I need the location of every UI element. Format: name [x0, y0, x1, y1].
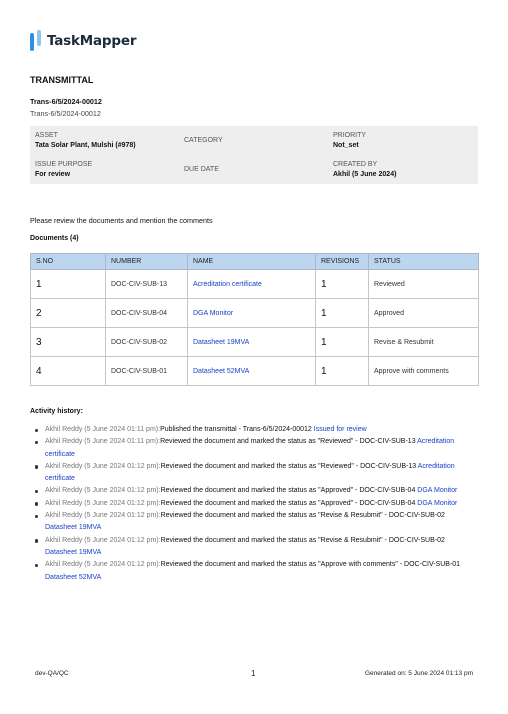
document-link[interactable]: Datasheet 19MVA: [188, 328, 316, 357]
cell-number: DOC-CIV-SUB-13: [106, 270, 188, 299]
activity-link[interactable]: Datasheet 19MVA: [45, 524, 102, 532]
cell-number: DOC-CIV-SUB-02: [106, 328, 188, 357]
page-title: TRANSMITTAL: [30, 75, 94, 85]
activity-author: Akhil Reddy (5 June 2024 01:11 pm):: [45, 438, 161, 446]
priority-field: [333, 131, 366, 151]
activity-text: Reviewed the document and marked the status as "Reviewed" - DOC-CIV-SUB-13: [160, 438, 418, 446]
table-header-row: [31, 254, 479, 270]
cell-number: DOC-CIV-SUB-04: [106, 299, 188, 328]
status-text: Approved: [369, 299, 479, 328]
col-header-sno: S.NO: [31, 254, 106, 270]
due-date-label: DUE DATE: [184, 166, 219, 173]
activity-text: Reviewed the document and marked the status as "Approve with comments" - DOC-CIV-SUB-01: [160, 561, 461, 569]
activity-author: Akhil Reddy (5 June 2024 01:12 pm):: [45, 499, 161, 507]
asset-value: Tata Solar Plant, Mulshi (#978): [35, 142, 136, 149]
created-by-value: Akhil (5 June 2024): [333, 171, 397, 178]
activity-text: Reviewed the document and marked the status as "Revise & Resubmit" - DOC-CIV-SUB-02: [160, 512, 445, 520]
document-link[interactable]: DGA Monitor: [188, 299, 316, 328]
cell-sno: 1: [31, 270, 106, 299]
activity-author: Akhil Reddy (5 June 2024 01:12 pm):: [45, 487, 161, 495]
brand-name: TaskMapper: [47, 33, 137, 49]
cell-revisions: 1: [316, 270, 369, 299]
asset-label: ASSET: [35, 132, 58, 139]
activity-link[interactable]: Acreditation certificate: [45, 462, 455, 483]
activity-item: [32, 510, 478, 535]
activity-item: [32, 436, 478, 461]
activity-item: [32, 498, 478, 510]
table-row: [31, 328, 479, 357]
cell-revisions: 1: [316, 357, 369, 386]
activity-link[interactable]: DGA Monitor: [417, 487, 458, 495]
col-header-status: STATUS: [369, 254, 479, 270]
activity-item: [32, 535, 478, 560]
category-label: CATEGORY: [184, 137, 223, 144]
purpose-label: ISSUE PURPOSE: [35, 161, 93, 168]
activity-link[interactable]: Datasheet 19MVA: [45, 548, 102, 556]
status-text: Revise & Resubmit: [369, 328, 479, 357]
cell-sno: 4: [31, 357, 106, 386]
table-row: [31, 299, 479, 328]
cell-sno: 3: [31, 328, 106, 357]
activity-link[interactable]: DGA Monitor: [417, 499, 458, 507]
activity-text: Reviewed the document and marked the status as "Approved" - DOC-CIV-SUB-04: [160, 487, 418, 495]
activity-text: Published the transmittal - Trans-6/5/2024-00012: [160, 426, 314, 433]
transmittal-id: Trans-6/5/2024-00012: [30, 97, 102, 106]
activity-item: [32, 424, 478, 436]
activity-text: Reviewed the document and marked the status as "Revise & Resubmit" - DOC-CIV-SUB-02: [160, 536, 445, 544]
purpose-field: [35, 160, 92, 180]
activity-author: Akhil Reddy (5 June 2024 01:11 pm):: [45, 426, 161, 433]
priority-label: PRIORITY: [333, 132, 367, 139]
activity-author: Akhil Reddy (5 June 2024 01:12 pm):: [45, 536, 161, 544]
footer-generated: Generated on: 5 June 2024 01:13 pm: [364, 670, 473, 677]
cell-sno: 2: [31, 299, 106, 328]
transmittal-subtitle: Trans-6/5/2024-00012: [30, 109, 101, 118]
purpose-value: For review: [35, 171, 71, 178]
activity-author: Akhil Reddy (5 June 2024 01:12 pm):: [45, 561, 161, 569]
asset-field: [35, 131, 136, 151]
activity-text: Reviewed the document and marked the status as "Reviewed" - DOC-CIV-SUB-13: [160, 462, 418, 470]
page-number: 1: [251, 669, 256, 678]
activity-text: Reviewed the document and marked the status as "Approved" - DOC-CIV-SUB-04: [160, 499, 418, 507]
document-link[interactable]: Acreditation certificate: [188, 270, 316, 299]
cell-revisions: 1: [316, 299, 369, 328]
created-by-field: [333, 160, 396, 180]
created-by-label: CREATED BY: [333, 161, 378, 168]
col-header-revisions: REVISIONS: [316, 254, 369, 270]
activity-list: [32, 424, 478, 584]
activity-item: [32, 461, 478, 486]
status-text: Approve with comments: [369, 357, 479, 386]
activity-link[interactable]: Acreditation certificate: [45, 438, 455, 458]
col-header-number: NUMBER: [106, 254, 188, 270]
status-text: Reviewed: [369, 270, 479, 299]
brand-logo: [30, 30, 136, 52]
message: Please review the documents and mention the comments: [30, 216, 213, 225]
cell-number: DOC-CIV-SUB-01: [106, 357, 188, 386]
cell-revisions: 1: [316, 328, 369, 357]
table-row: [31, 270, 479, 299]
activity-link[interactable]: Issued for review: [313, 426, 367, 433]
activity-link[interactable]: Datasheet 52MVA: [45, 573, 102, 581]
document-link[interactable]: Datasheet 52MVA: [188, 357, 316, 386]
footer-project: dev-QA/QC: [35, 670, 69, 677]
table-row: [31, 357, 479, 386]
col-header-name: NAME: [188, 254, 316, 270]
activity-author: Akhil Reddy (5 June 2024 01:12 pm):: [45, 512, 161, 520]
activity-item: [32, 485, 478, 497]
priority-value: Not_set: [333, 142, 359, 149]
activity-title: Activity history:: [30, 408, 83, 415]
activity-item: [32, 559, 478, 584]
documents-table: [30, 253, 479, 386]
activity-author: Akhil Reddy (5 June 2024 01:12 pm):: [45, 462, 161, 470]
taskmapper-logo-icon: [30, 30, 42, 52]
documents-title: Documents (4): [30, 235, 79, 242]
transmittal-details: [30, 126, 478, 184]
